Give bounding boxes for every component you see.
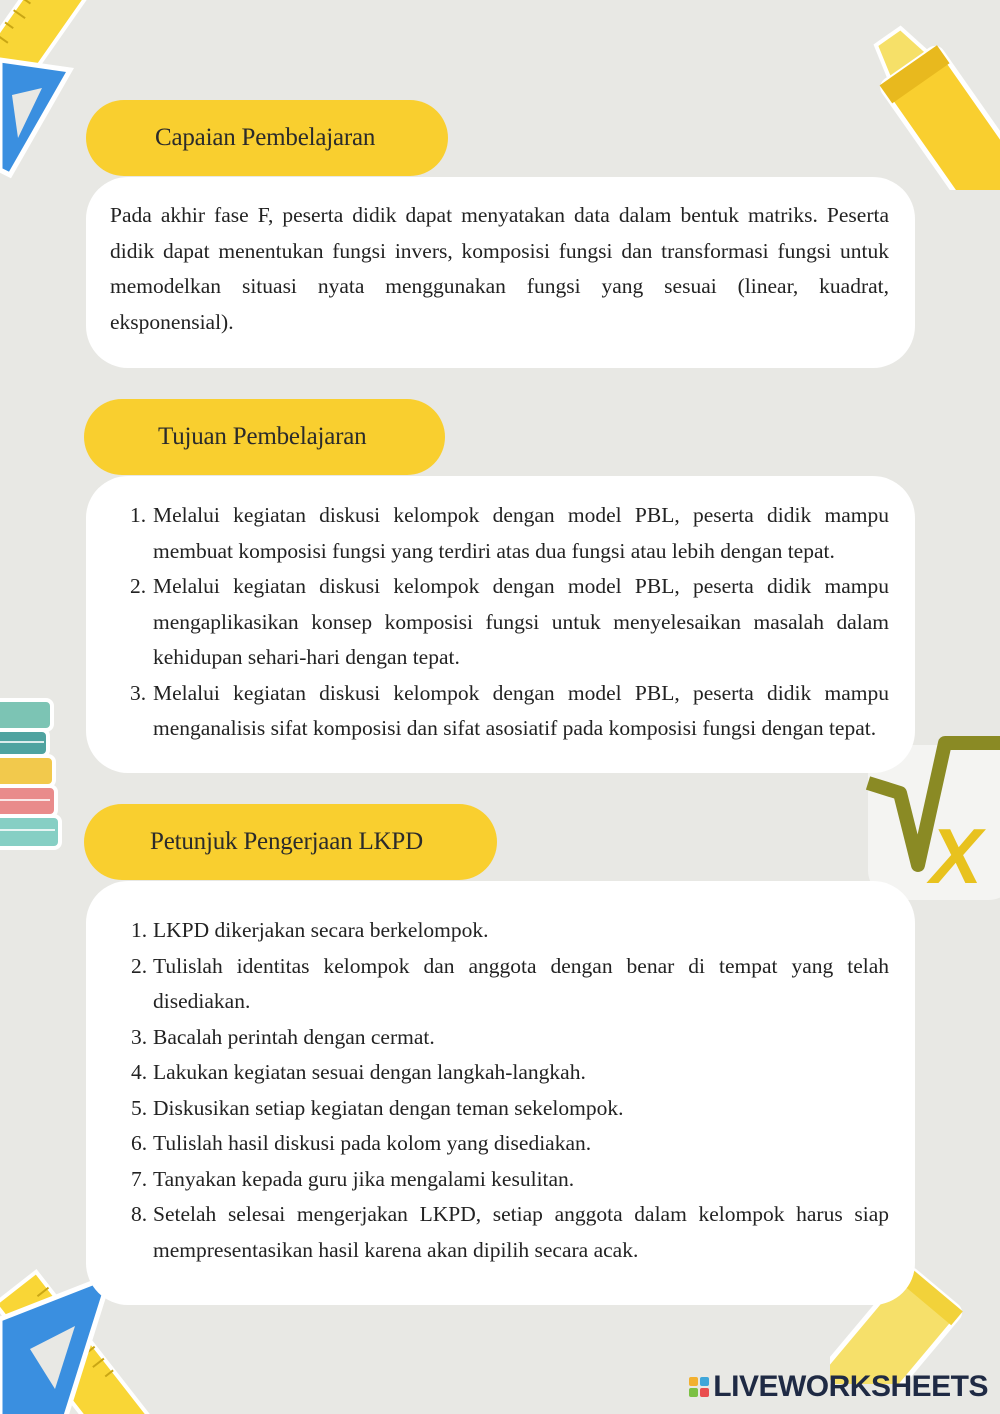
tujuan-title: Tujuan Pembelajaran [158,423,367,450]
petunjuk-title-pill [84,804,497,880]
list-item-number: 2. [131,953,148,978]
list-item-number: 1. [130,503,147,527]
list-item-number: 5. [131,1095,148,1120]
capaian-title: Capaian Pembelajaran [155,124,376,151]
list-item [131,1020,889,1056]
petunjuk-list [131,913,889,1268]
petunjuk-card [86,881,915,1305]
list-item-text: Tanyakan kepada guru jika mengalami kesulitan. [153,1166,575,1191]
list-item-number: 4. [131,1060,148,1084]
list-item-text: Lakukan kegiatan sesuai dengan langkah-langkah. [153,1060,586,1084]
list-item-number: 3. [131,1024,148,1049]
list-item [131,1162,889,1198]
list-item-text: Diskusikan setiap kegiatan dengan teman sekelompok. [153,1095,624,1120]
list-item [130,676,889,747]
tujuan-title-pill [84,399,445,475]
list-item-text: Melalui kegiatan diskusi kelompok dengan model PBL, peserta didik mampu mengaplikasikan konsep komposisi fungsi untuk menyelesaikan masalah dalam kehidupan sehari-hari dengan tepat. [153,574,889,669]
svg-text:X: X [930,812,983,900]
list-item-number: 8. [131,1202,148,1226]
list-item [131,949,889,1020]
list-item-number: 1. [131,918,148,942]
list-item-number: 6. [131,1131,148,1155]
list-item-text: Tulislah hasil diskusi pada kolom yang disediakan. [153,1131,592,1155]
list-item-text: Bacalah perintah dengan cermat. [153,1024,435,1049]
list-item [131,1197,889,1268]
list-item-text: LKPD dikerjakan secara berkelompok. [153,918,489,942]
list-item [131,1091,889,1127]
list-item [131,1055,889,1091]
capaian-card [86,177,915,368]
list-item [130,498,889,569]
list-item-text: Tulislah identitas kelompok dan anggota dengan benar di tempat yang telah disediakan. [153,953,889,1013]
list-item [130,569,889,676]
list-item [131,1126,889,1162]
list-item-text: Melalui kegiatan diskusi kelompok dengan model PBL, peserta didik mampu membuat komposisi fungsi yang terdiri atas dua fungsi atau lebih dengan tepat. [153,503,889,563]
list-item [131,913,889,949]
list-item-text: Melalui kegiatan diskusi kelompok dengan model PBL, peserta didik mampu menganalisis sifat komposisi dan sifat asosiatif pada komposisi fungsi dengan tepat. [153,680,889,740]
liveworksheets-logo-icon [689,1377,709,1397]
list-item-text: Setelah selesai mengerjakan LKPD, setiap anggota dalam kelompok harus siap mempresentasikan hasil karena akan dipilih secara acak. [153,1202,889,1262]
petunjuk-title: Petunjuk Pengerjaan LKPD [150,828,423,855]
capaian-title-pill [86,100,448,176]
list-item-number: 7. [131,1166,148,1191]
tujuan-list [130,498,889,747]
capaian-text: Pada akhir fase F, peserta didik dapat menyatakan data dalam bentuk matriks. Peserta didik dapat menentukan fungsi invers, komposisi fungsi dan transformasi fungsi untuk memodelkan situasi nyata menggunakan fungsi yang sesuai (linear, kuadrat, eksponensial). [110,203,889,334]
highlighter-top-right-decoration [860,20,1000,190]
list-item-number: 3. [130,680,147,705]
tujuan-card [86,476,915,773]
liveworksheets-brand-text: LIVEWORKSHEETS [713,1370,988,1403]
list-item-number: 2. [130,574,147,598]
books-decoration [0,690,80,880]
liveworksheets-logo[interactable] [689,1370,988,1404]
